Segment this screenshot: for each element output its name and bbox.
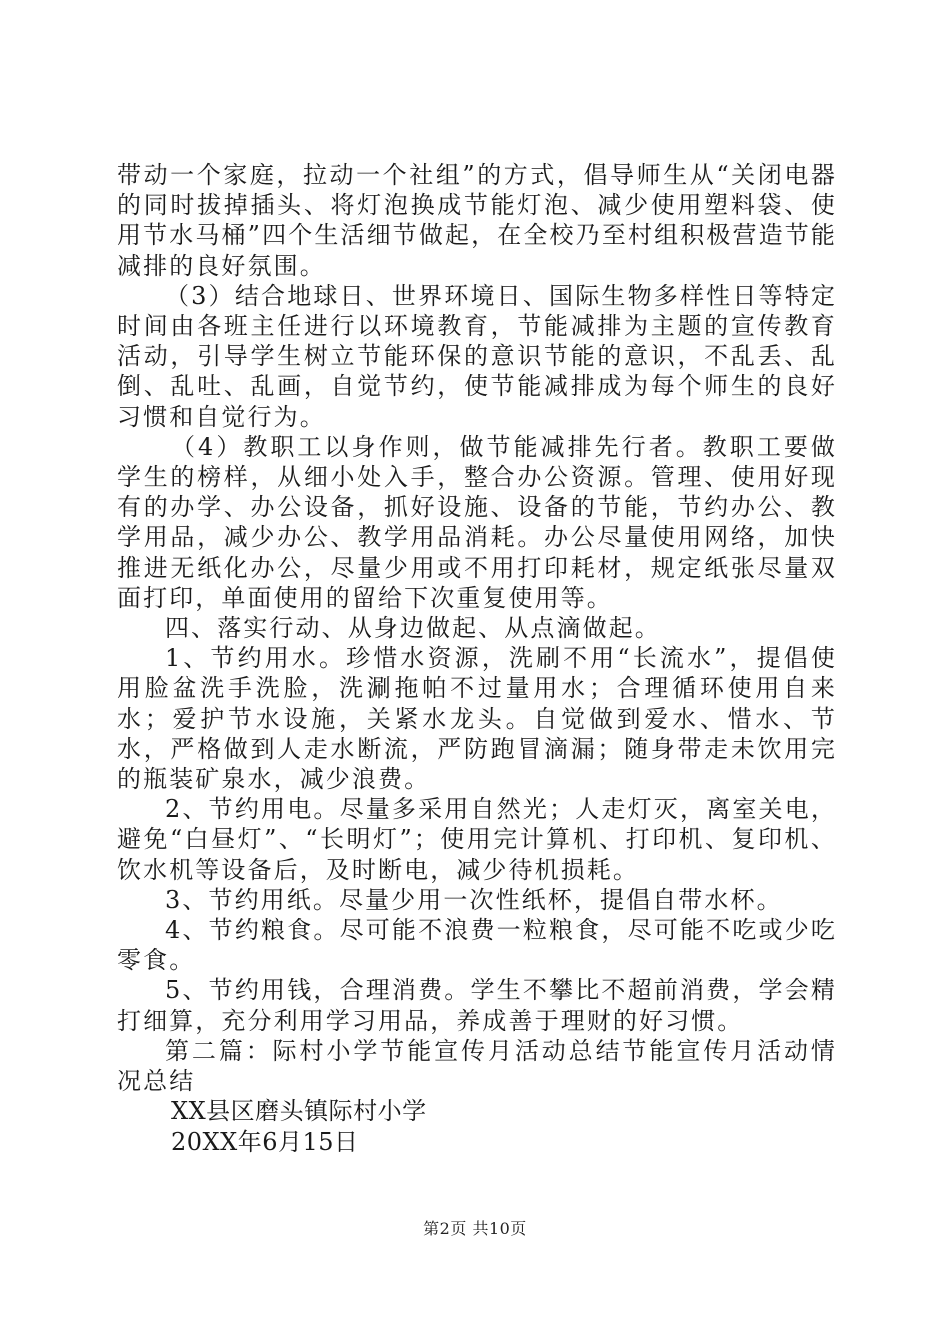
list-item-save-money: 5、节约用钱，合理消费。学生不攀比不超前消费，学会精打细算，充分利用学习用品，养成善于理财的好习惯。: [117, 976, 837, 1035]
section-heading-4: 四、落实行动、从身边做起、从点滴做起。: [165, 614, 661, 643]
chapter-two-title: 第二篇：际村小学节能宣传月活动总结节能宣传月活动情况总结: [117, 1036, 837, 1096]
document-body: [117, 160, 837, 1157]
school-name: XX县区磨头镇际村小学: [171, 1097, 427, 1126]
paragraph-item-4: （4）教职工以身作则，做节能减排先行者。教职工要做学生的榜样，从细小处入手，整合办公资源。管理、使用好现有的办学、办公设备，抓好设施、设备的节能，节约办公、教学用品，减少办公、教学用品消耗。办公尽量使用网络，加快推进无纸化办公，尽量少用或不用打印耗材，规定纸张尽量双面打印，单面使用的留给下次重复使用等。: [117, 432, 837, 612]
list-item-save-paper: 3、节约用纸。尽量少用一次性纸杯，提倡自带水杯。: [165, 885, 783, 914]
page-footer: 第2页 共10页: [423, 1219, 527, 1238]
list-item-save-food: 4、节约粮食。尽可能不浪费一粒粮食，尽可能不吃或少吃零食。: [117, 916, 837, 975]
list-item-save-electricity: 2、节约用电。尽量多采用自然光；人走灯灭，离室关电，避免“白昼灯”、“长明灯”；使用完计算机、打印机、复印机、饮水机等设备后，及时断电，减少待机损耗。: [117, 795, 837, 884]
paragraph-intro-continued: 带动一个家庭，拉动一个社组”的方式，倡导师生从“关闭电器的同时拔掉插头、将灯泡换成节能灯泡、减少使用塑料袋、使用节水马桶”四个生活细节做起，在全校乃至村组积极营造节能减排的良好氛围。: [117, 161, 837, 280]
document-date: 20XX年6月15日: [171, 1127, 359, 1156]
list-item-save-water: 1、节约用水。珍惜水资源，洗刷不用“长流水”，提倡使用脸盆洗手洗脸，洗涮拖帕不过量用水；合理循环使用自来水；爱护节水设施，关紧水龙头。自觉做到爱水、惜水、节水，严格做到人走水断流，严防跑冒滴漏；随身带走未饮用完的瓶装矿泉水，减少浪费。: [117, 644, 837, 794]
paragraph-item-3: （3）结合地球日、世界环境日、国际生物多样性日等特定时间由各班主任进行以环境教育，节能减排为主题的宣传教育活动，引导学生树立节能环保的意识节能的意识，不乱丢、乱倒、乱吐、乱画，自觉节约，使节能减排成为每个师生的良好习惯和自觉行为。: [117, 281, 837, 431]
